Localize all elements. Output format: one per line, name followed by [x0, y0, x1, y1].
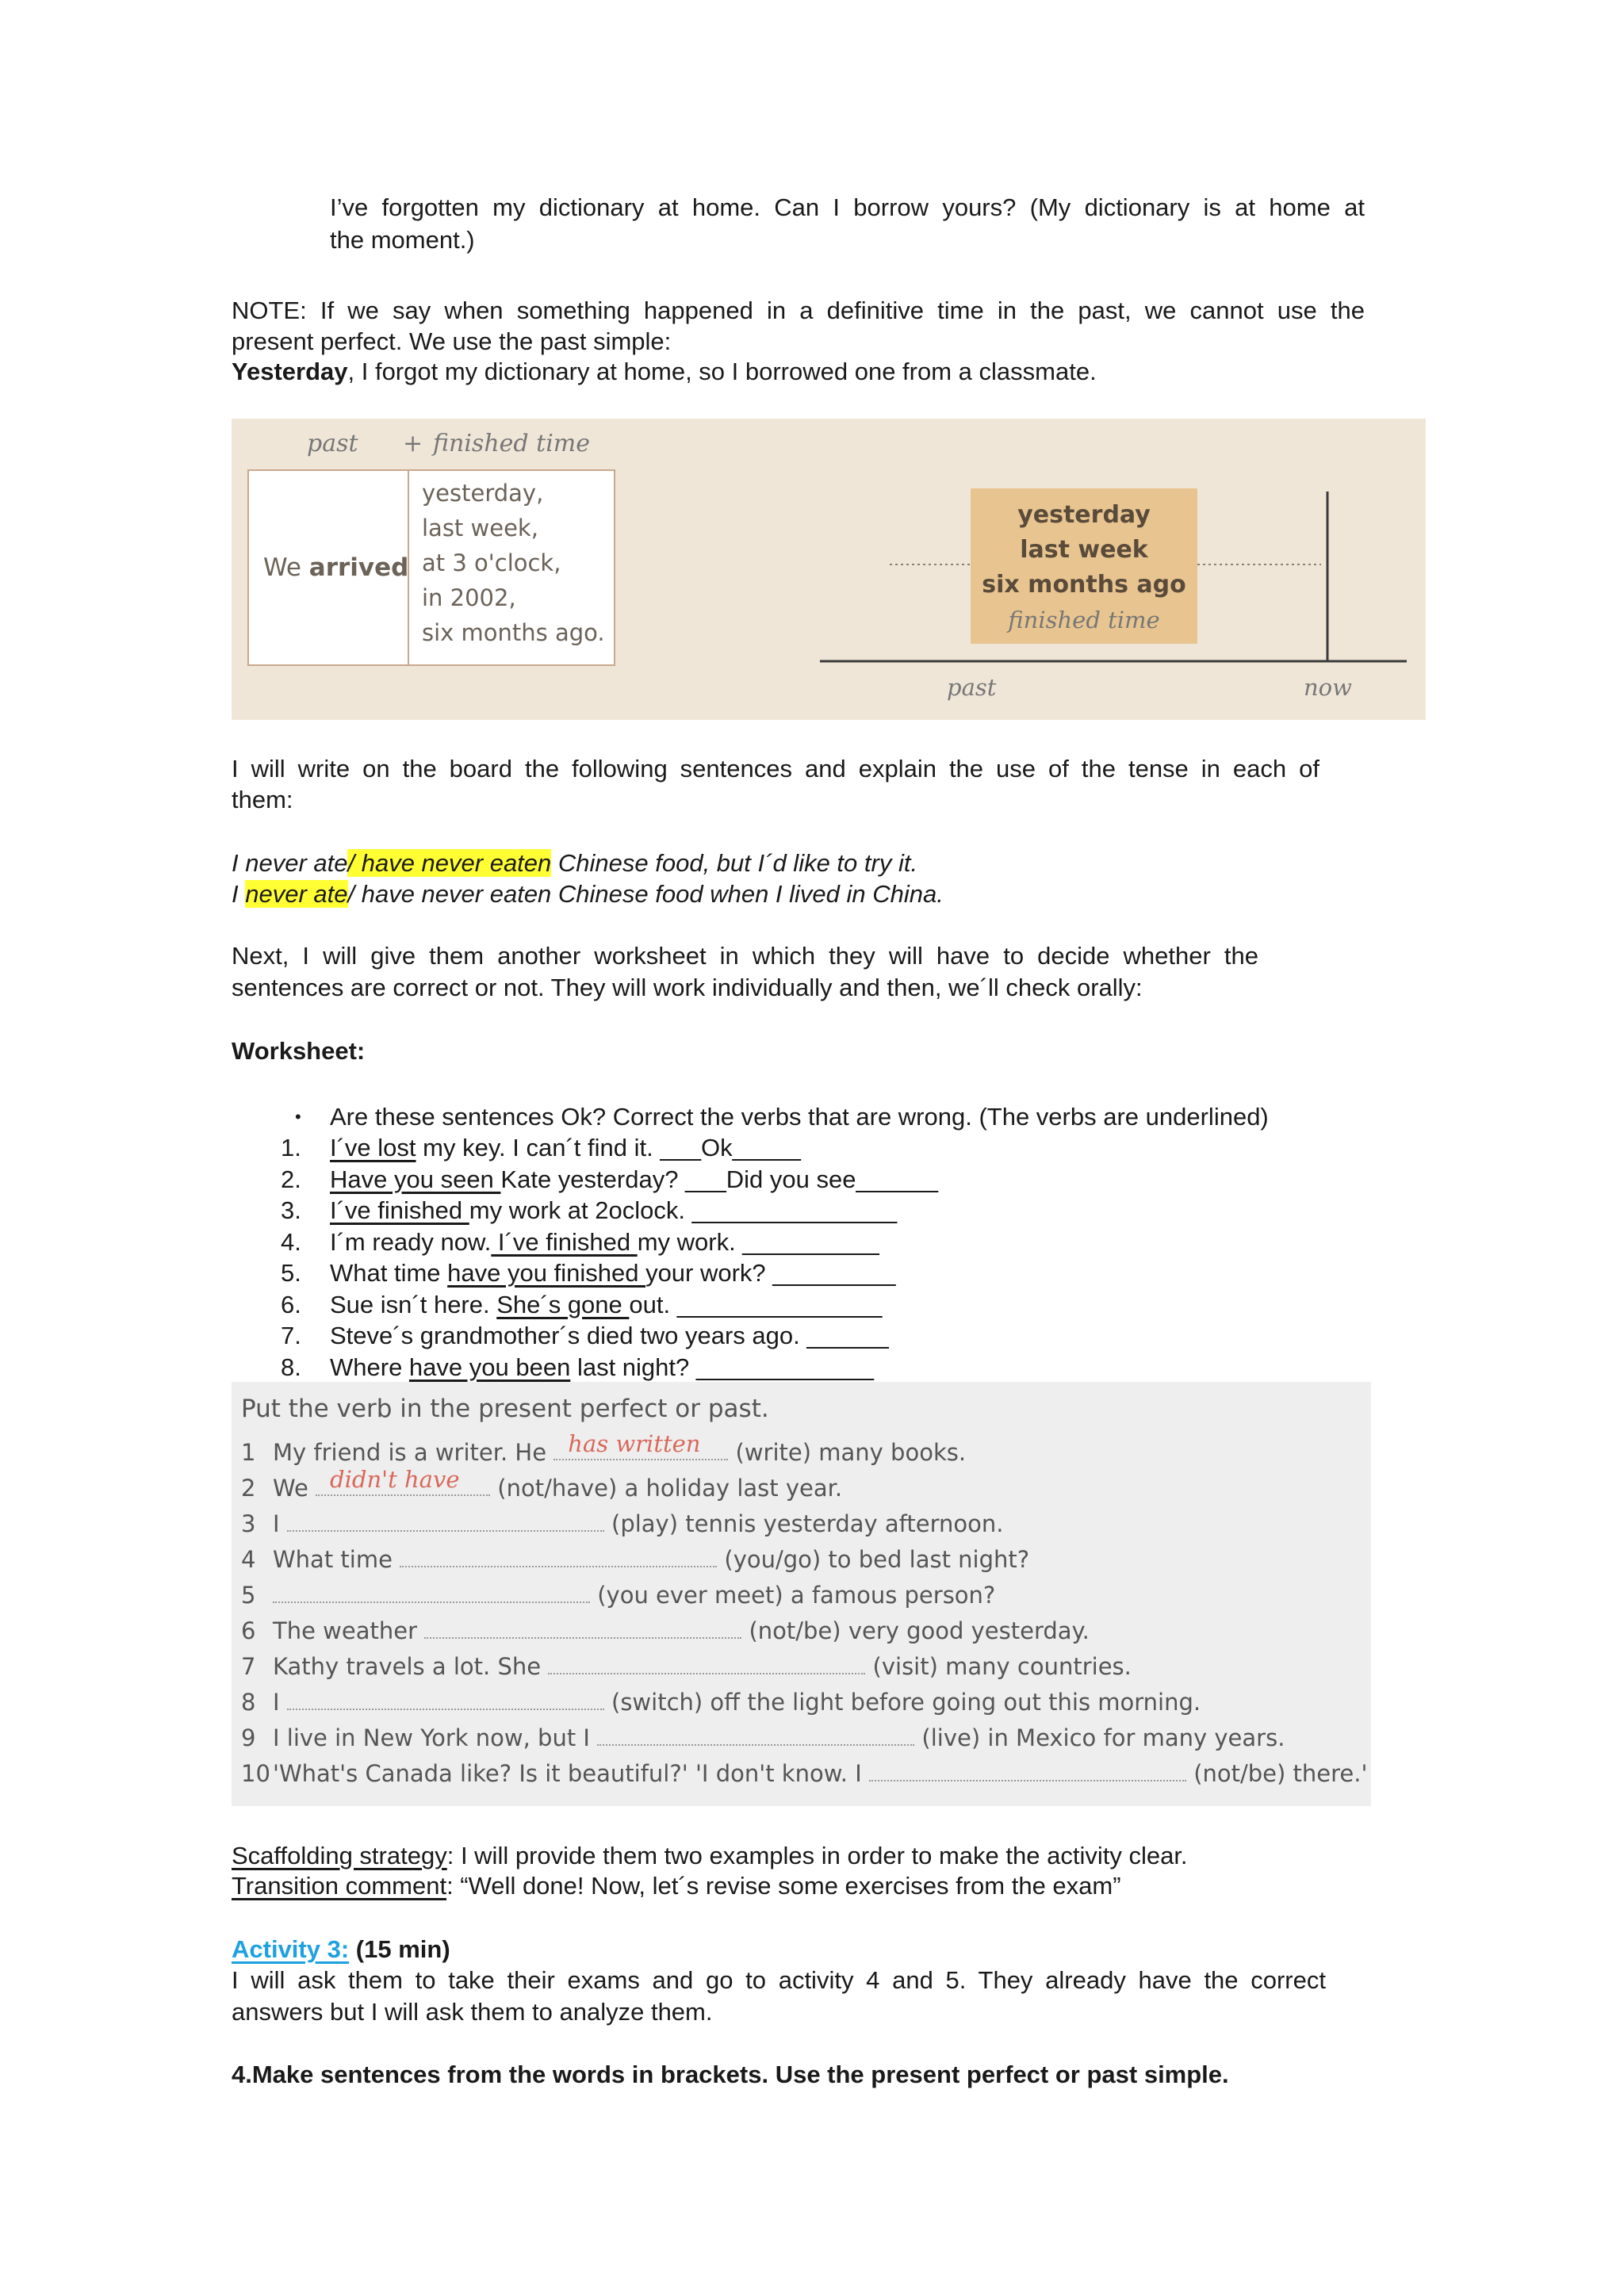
underlined-verb: Have you seen [330, 1165, 501, 1193]
exercise-prompt: Kathy travels a lot. She [273, 1653, 542, 1680]
activity3-line2: answers but I will ask them to analyze them. [232, 1998, 713, 2026]
board-line1: I will write on the board the following sentences and explain the use of the tense in each of [232, 755, 1320, 783]
exercise-number: 1 [241, 1439, 256, 1466]
exercise-prompt: The weather [273, 1617, 418, 1644]
exercise-number: 2 [241, 1475, 256, 1502]
worksheet-instruction: Are these sentences Ok? Correct the verbs that are wrong. (The verbs are underlined) [330, 1103, 1269, 1131]
transition-label: Transition comment [232, 1872, 447, 1900]
fig-header-past: past [307, 430, 358, 457]
worksheet-item-number: 5. [281, 1259, 301, 1287]
answer-blank [548, 1655, 865, 1674]
exercise-number: 10 [241, 1760, 270, 1787]
board-line2: them: [232, 786, 293, 813]
exercise-verb-hint: (live) in Mexico for many years. [921, 1724, 1285, 1751]
note-example-rest: , I forgot my dictionary at home, so I borrowed one from a classmate. [347, 358, 1097, 385]
exercise-verb-hint: (play) tennis yesterday afternoon. [611, 1510, 1004, 1537]
worksheet-item [330, 1320, 889, 1352]
exercise-number: 7 [241, 1653, 256, 1680]
board-sentence-2 [232, 878, 944, 910]
s1-highlight: / have never eaten [347, 849, 552, 877]
exercise-verb-hint: (you/go) to bed last night? [724, 1546, 1030, 1573]
finished-time-box [971, 488, 1197, 644]
s1-part-b: Chinese food, but I´d like to try it. [551, 849, 918, 877]
exercise-verb-hint: (not/be) very good yesterday. [749, 1617, 1090, 1644]
exercise-prompt: We [273, 1475, 308, 1502]
underlined-verb: I´ve finished [491, 1227, 638, 1256]
answer-blank [869, 1762, 1186, 1781]
note-example-bold: Yesterday [232, 358, 348, 385]
worksheet-item [330, 1195, 897, 1226]
exercise-prompt: I live in New York now, but I [273, 1724, 590, 1751]
fig-subject: We [263, 553, 301, 582]
fig-time: at 3 o'clock, [422, 549, 561, 576]
answer-blank [273, 1584, 590, 1603]
exercise-number: 4 [241, 1546, 256, 1573]
activity3-link[interactable]: Activity 3: [232, 1935, 350, 1963]
worksheet-item-number: 2. [281, 1165, 301, 1193]
exercise-verb-hint: (visit) many countries. [872, 1653, 1132, 1680]
underlined-verb: have you finished [447, 1259, 646, 1287]
worksheet-item [330, 1352, 874, 1383]
item-text: my work. __________ [637, 1227, 879, 1256]
exercise-verb-hint: (write) many books. [735, 1439, 967, 1466]
handwritten-answer: didn't have [330, 1466, 460, 1493]
underlined-verb: She´s gone [496, 1290, 630, 1318]
fig-time: in 2002, [422, 584, 516, 611]
instruction-4: 4.Make sentences from the words in brackets. Use the present perfect or past simple. [232, 2061, 1229, 2088]
transition-line [232, 1870, 1121, 1902]
handwritten-answer: has written [568, 1430, 701, 1457]
answer-blank [287, 1513, 604, 1532]
item-text: your work? _________ [645, 1259, 896, 1287]
worksheet-item [330, 1164, 938, 1196]
activity3-heading [232, 1934, 450, 1965]
fig-verb: arrived [308, 553, 409, 582]
intro-example-line2: the moment.) [330, 226, 475, 254]
worksheet-item-number: 3. [281, 1196, 301, 1224]
item-text: Steve´s grandmother´s died two years ago. ______ [330, 1322, 889, 1349]
exercise-prompt: What time [273, 1546, 393, 1573]
bullet-icon: • [295, 1107, 301, 1127]
exercise-title: Put the verb in the present perfect or past. [241, 1395, 769, 1423]
item-text: I´m ready now. [330, 1227, 492, 1256]
worksheet-item-number: 4. [281, 1227, 301, 1256]
fig-time: last week, [422, 515, 538, 541]
next-line2: sentences are correct or not. They will work individually and then, we´ll check orally: [232, 974, 1143, 1001]
exercise-verb-hint: (switch) off the light before going out this morning. [611, 1689, 1201, 1716]
scaffolding-label: Scaffolding strategy [232, 1842, 447, 1869]
box-line: last week [1020, 536, 1148, 564]
exercise-number: 9 [241, 1724, 256, 1751]
note-line2: present perfect. We use the past simple: [232, 327, 672, 355]
box-line: six months ago [982, 571, 1186, 599]
worksheet-item [330, 1257, 895, 1289]
worksheet-item [330, 1289, 882, 1321]
exercise-verb-hint: (you ever meet) a famous person? [597, 1582, 996, 1609]
item-text: Sue isn´t here. [330, 1290, 497, 1318]
answer-blank [553, 1430, 728, 1460]
item-text: Kate yesterday? ___Did you see______ [500, 1165, 938, 1193]
exercise-number: 3 [241, 1510, 256, 1537]
item-text: my work at 2oclock. _______________ [469, 1196, 898, 1224]
exercise-prompt: My friend is a writer. He [273, 1439, 547, 1466]
exercise-prompt: I [273, 1510, 280, 1537]
item-text: last night? _____________ [570, 1353, 874, 1381]
item-text: What time [330, 1259, 448, 1287]
exercise-verb-hint: (not/have) a holiday last year. [497, 1475, 843, 1502]
fig-header-plus: + [403, 430, 423, 457]
worksheet-item-number: 7. [281, 1322, 301, 1349]
item-text: my key. I can´t find it. ___Ok_____ [416, 1134, 801, 1161]
activity3-time: (15 min) [349, 1935, 450, 1963]
board-sentence-1 [232, 848, 917, 879]
underlined-verb: have you been [408, 1353, 571, 1381]
activity3-line1: I will ask them to take their exams and go to activity 4 and 5. They already have the correct [232, 1966, 1326, 1994]
answer-blank [287, 1691, 604, 1710]
exercise-number: 6 [241, 1617, 256, 1644]
worksheet-item-number: 1. [281, 1134, 301, 1161]
s2-part-b: / have never eaten Chinese food when I lived in China. [347, 880, 944, 908]
transition-text: : “Well done! Now, let´s revise some exercises from the exam” [446, 1872, 1121, 1900]
s1-part-a: I never ate [232, 849, 348, 877]
scaffolding-text: : I will provide them two examples in order to make the activity clear. [446, 1842, 1188, 1869]
scaffolding-line [232, 1840, 1188, 1872]
exercise-prompt: 'What's Canada like? Is it beautiful?' 'I don't know. I [273, 1760, 862, 1787]
s2-highlight: never ate [245, 880, 348, 908]
axis-label-now: now [1304, 674, 1352, 701]
worksheet-item [330, 1132, 801, 1164]
answer-blank [597, 1727, 914, 1746]
next-line1: Next, I will give them another worksheet in which they will have to decide whether the [232, 942, 1258, 970]
timeline-figure [232, 419, 1426, 720]
item-text: out. _______________ [629, 1290, 883, 1318]
underlined-verb: I´ve lost [330, 1134, 416, 1161]
worksheet-title: Worksheet: [232, 1037, 366, 1065]
fig-header-finished: finished time [433, 430, 590, 457]
worksheet-item [330, 1226, 879, 1258]
fig-time: six months ago. [422, 619, 605, 646]
intro-example-line1: I’ve forgotten my dictionary at home. Can I borrow yours? (My dictionary is at home at [330, 193, 1365, 221]
s2-part-a: I [232, 880, 246, 908]
exercise-number: 5 [241, 1582, 256, 1609]
fig-timeline [232, 419, 1426, 720]
worksheet-item-number: 8. [281, 1353, 301, 1381]
underlined-verb: I´ve finished [330, 1196, 469, 1224]
box-line: yesterday [1017, 501, 1151, 529]
item-text: Where [330, 1353, 409, 1381]
answer-blank [316, 1466, 490, 1496]
box-caption: finished time [1008, 607, 1160, 633]
fig-time: yesterday, [422, 480, 544, 507]
note-line1: NOTE: If we say when something happened in a definitive time in the past, we cannot use the [232, 297, 1365, 324]
worksheet-item-number: 6. [281, 1290, 301, 1318]
note-example [232, 356, 1097, 388]
answer-blank [400, 1548, 717, 1567]
exercise-prompt: I [273, 1689, 280, 1716]
answer-blank [424, 1620, 741, 1639]
exercise-verb-hint: (not/be) there.' [1193, 1760, 1368, 1787]
axis-label-past: past [947, 674, 997, 701]
exercise-figure [232, 1382, 1371, 1806]
exercise-number: 8 [241, 1689, 256, 1716]
